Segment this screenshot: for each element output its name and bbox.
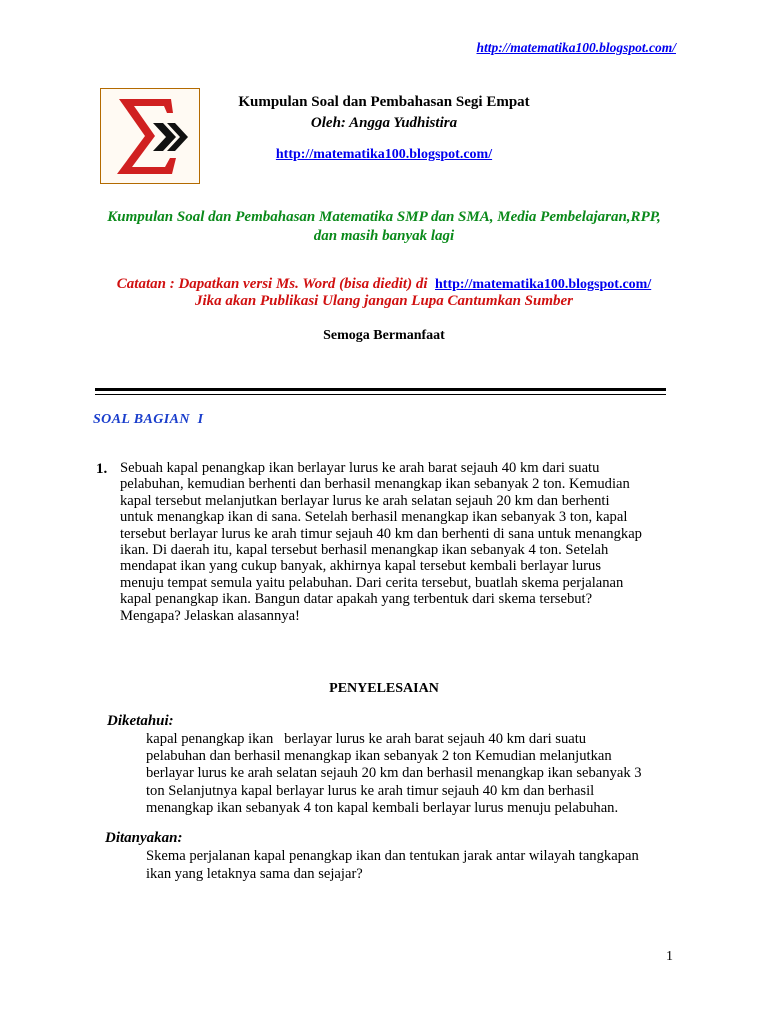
question-line: Mengapa? Jelaskan alasannya! — [120, 607, 300, 624]
question-line: mendapat ikan yang cukup banyak, akhirnya kapal tersebut kembali berlayar lurus — [120, 558, 602, 575]
promo-text — [90, 208, 678, 246]
solution-heading: PENYELESAIAN — [329, 681, 439, 696]
question-line: ikan. Di daerah itu, kapal tersebut berhasil menangkap ikan sebanyak 4 ton. Setelah — [120, 542, 609, 559]
diketahui-line: pelabuhan dan berhasil menangkap ikan sebanyak 2 ton Kemudian melanjutkan — [146, 748, 612, 765]
question-line: kapal tersebut melanjutkan berlayar lurus ke arah selatan sejauh 20 km dan berhenti — [120, 492, 610, 509]
promo-line-2: dan masih banyak lagi — [313, 228, 455, 244]
question-line: pelabuhan, kemudian berhenti dan berhasil menangkap ikan sebanyak 2 ton. Kemudian — [120, 476, 630, 493]
diketahui-text — [146, 731, 676, 817]
closing-text: Semoga Bermanfaat — [323, 328, 445, 343]
top-url-link[interactable]: http://matematika100.blogspot.com/ — [476, 40, 676, 55]
diketahui-line: kapal penangkap ikan berlayar lurus ke arah barat sejauh 40 km dari suatu — [146, 731, 587, 747]
section-heading: SOAL BAGIAN I — [93, 412, 204, 427]
diketahui-line: menangkap ikan sebanyak 4 ton kapal kembali berlayar lurus menuju pelabuhan. — [146, 799, 619, 816]
question-number: 1. — [96, 461, 108, 477]
diketahui-line: ton Selanjutnya kapal berlayar lurus ke arah timur sejauh 40 km dan berhasil — [146, 782, 595, 799]
question-line: kapal penangkap ikan. Bangun datar apakah yang terbentuk dari skema tersebut? — [120, 591, 593, 608]
question-line: tersebut berlayar lurus ke arah timur sejauh 40 km dan berhenti di sana untuk menangkap — [120, 525, 642, 542]
question-line: Sebuah kapal penangkap ikan berlayar lurus ke arah barat sejauh 40 km dari suatu — [120, 460, 600, 476]
divider-thick — [95, 388, 666, 391]
divider-thin — [95, 394, 666, 395]
promo-line-1: Kumpulan Soal dan Pembahasan Matematika SMP dan SMA, Media Pembelajaran,RPP, — [107, 209, 661, 225]
document-header — [200, 92, 568, 165]
question-line: untuk menangkap ikan di sana. Setelah berhasil menangkap ikan sebanyak 3 ton, kapal — [120, 509, 628, 526]
note-line-2: Jika akan Publikasi Ulang jangan Lupa Cantumkan Sumber — [194, 293, 574, 309]
ditanyakan-line: Skema perjalanan kapal penangkap ikan dan tentukan jarak antar wilayah tangkapan — [146, 848, 639, 864]
page-number: 1 — [666, 949, 673, 964]
header-url-link[interactable]: http://matematika100.blogspot.com/ — [275, 147, 493, 162]
diketahui-line: berlayar lurus ke arah selatan sejauh 20 km dan berhasil menangkap ikan sebanyak 3 — [146, 765, 642, 782]
question-line: menuju tempat semula yaitu pelabuhan. Dari cerita tersebut, buatlah skema perjalanan — [120, 574, 624, 591]
ditanyakan-text — [146, 848, 676, 883]
sigma-logo-graphic — [101, 89, 199, 183]
ditanyakan-line: ikan yang letaknya sama dan sejajar? — [146, 865, 363, 882]
note-text — [90, 276, 678, 310]
diketahui-label: Diketahui: — [107, 713, 174, 729]
note-line-1 — [90, 276, 678, 293]
document-author: Oleh: Angga Yudhistira — [310, 115, 458, 131]
ditanyakan-label: Ditanyakan: — [105, 830, 183, 846]
document-title: Kumpulan Soal dan Pembahasan Segi Empat — [238, 94, 530, 110]
sigma-logo-icon — [100, 88, 200, 184]
note-url-link[interactable]: http://matematika100.blogspot.com/ — [435, 277, 652, 292]
note-prefix: Catatan : Dapatkan versi Ms. Word (bisa diedit) di — [116, 276, 428, 292]
question-text — [120, 460, 673, 624]
